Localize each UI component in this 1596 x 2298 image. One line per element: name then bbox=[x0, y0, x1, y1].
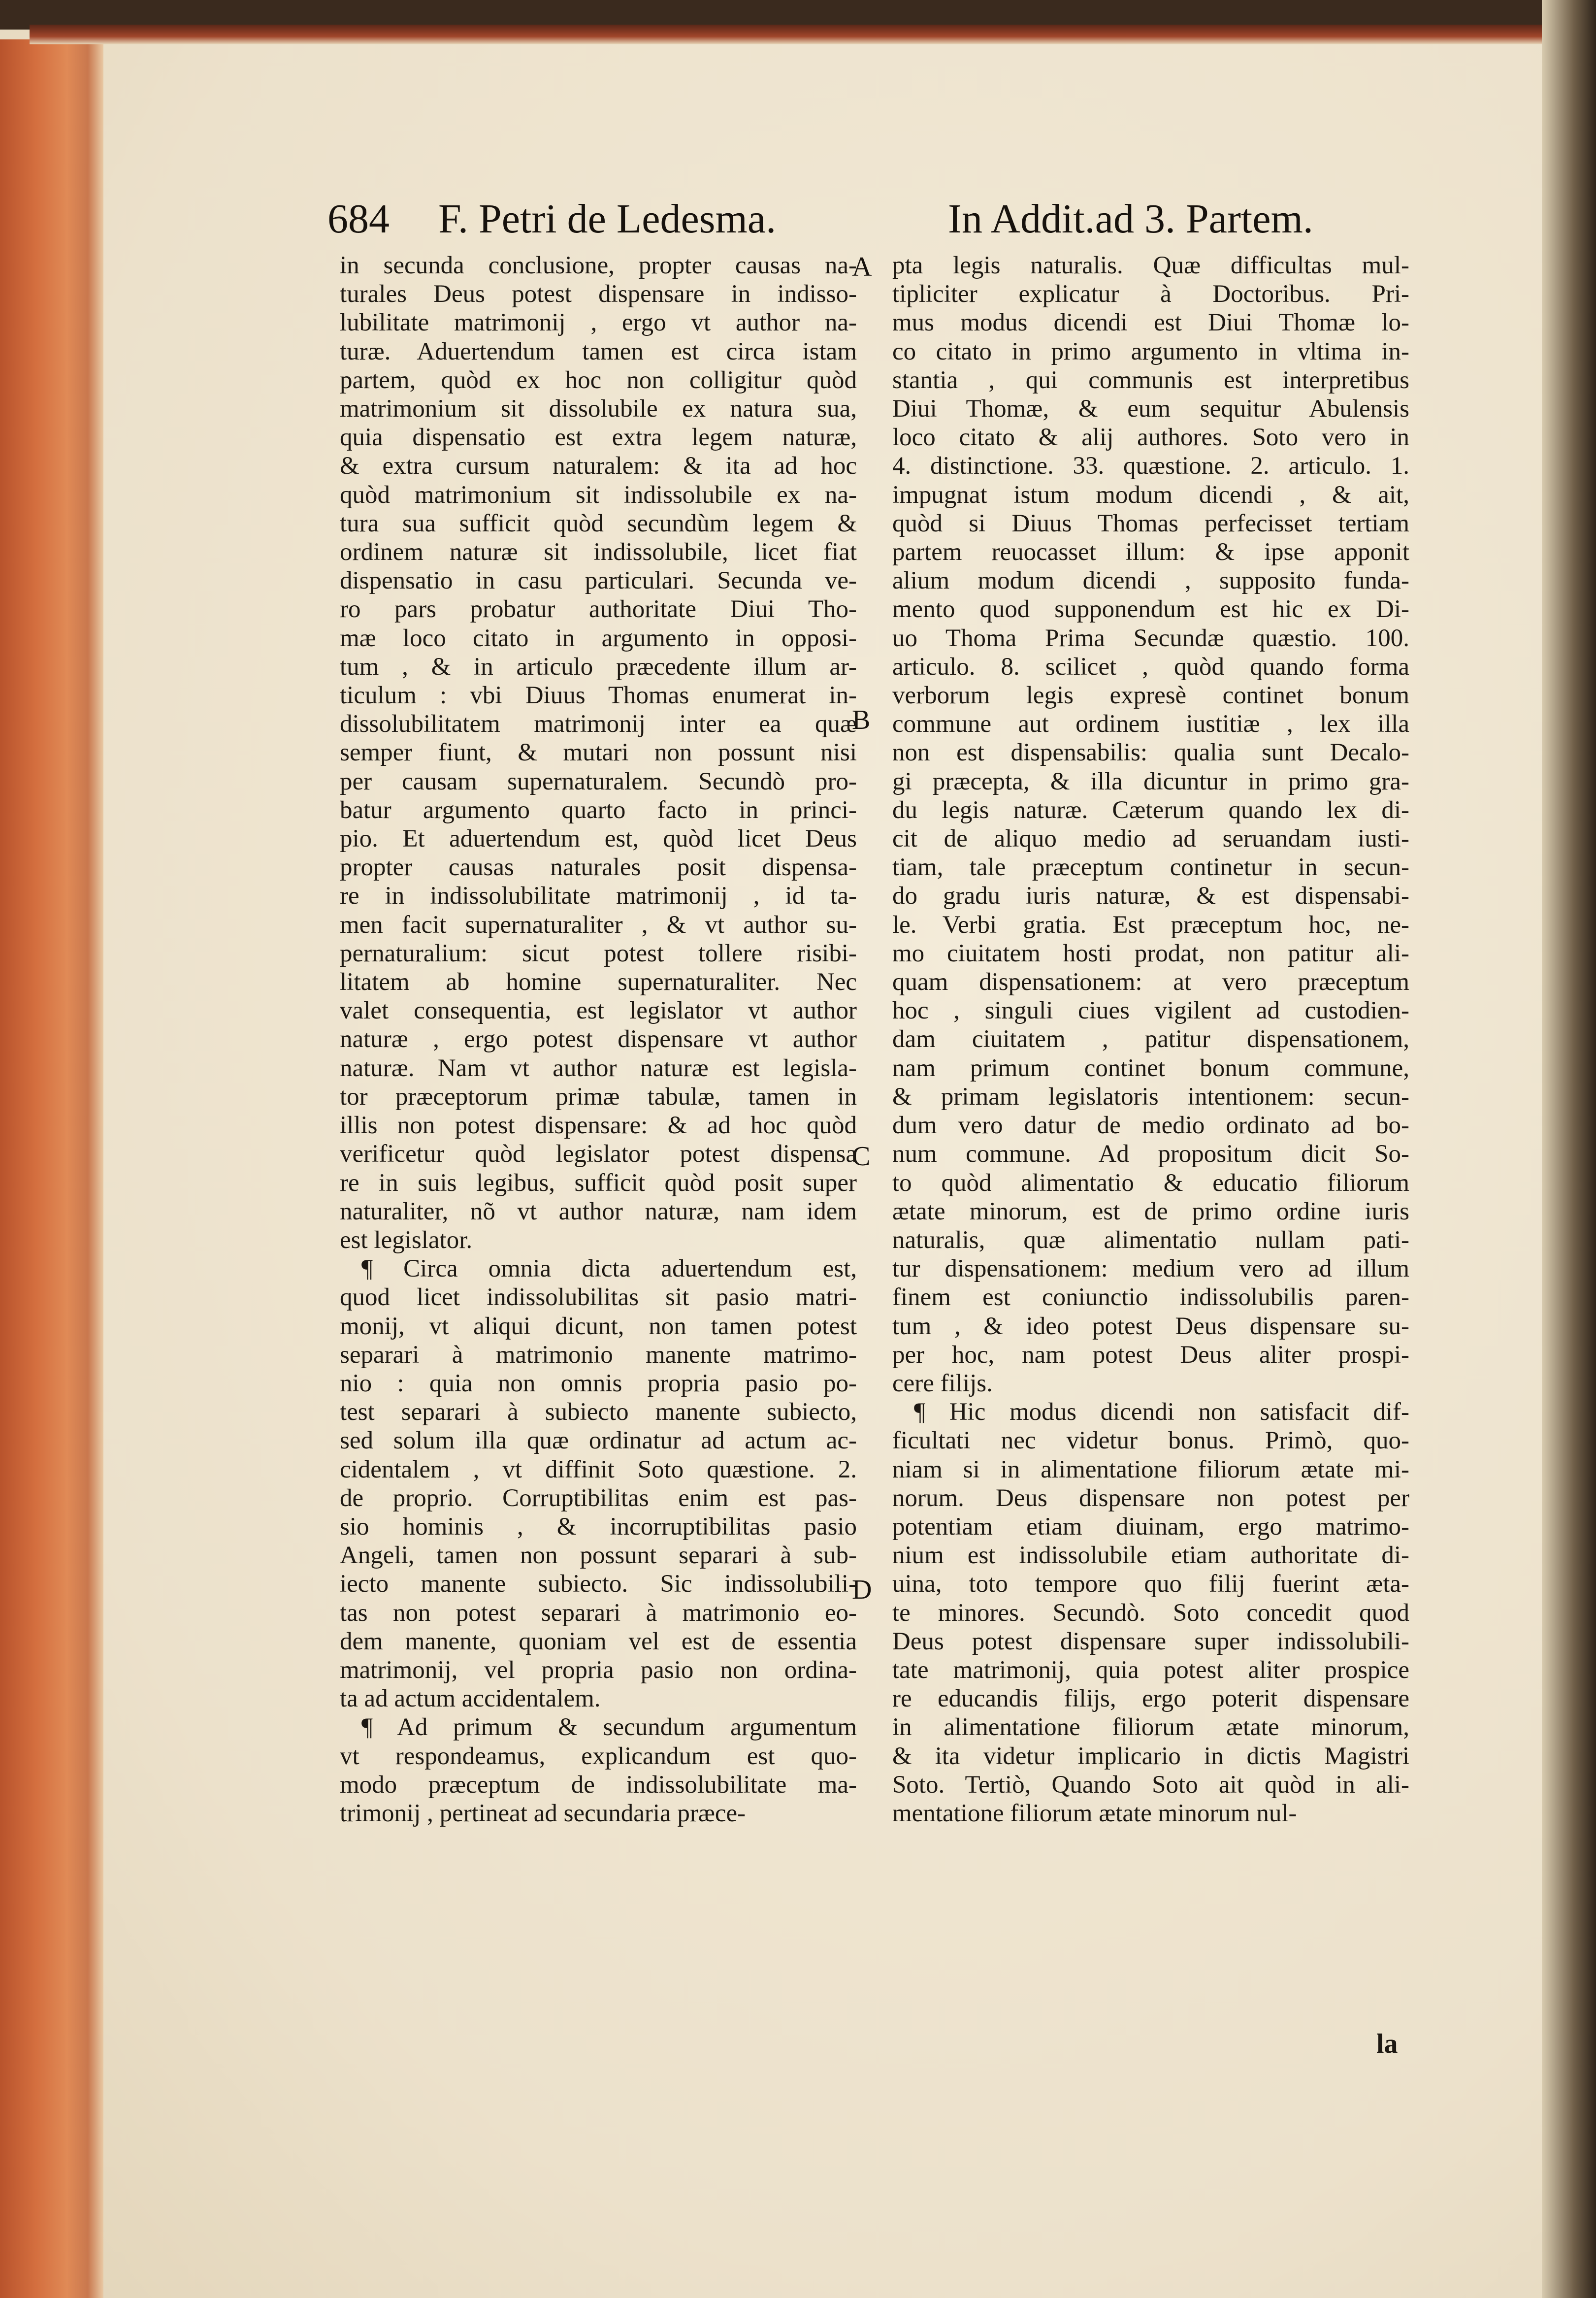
text-line: & extra cursum naturalem: & ita ad hoc bbox=[340, 452, 857, 480]
text-line: loco citato & alij authores. Soto vero in bbox=[892, 424, 1409, 452]
margin-letter-b: B bbox=[852, 705, 871, 735]
text-line: sio hominis , & incorruptibilitas pasio bbox=[340, 1512, 857, 1541]
text-line: impugnat istum modum dicendi , & ait, bbox=[892, 481, 1409, 509]
text-line: tura sua sufficit quòd secundùm legem & bbox=[340, 509, 857, 537]
text-line: nium est indissolubile etiam authoritate di- bbox=[892, 1542, 1409, 1570]
text-line: verificetur quòd legislator potest dispensa bbox=[340, 1140, 857, 1168]
text-line: litatem ab homine supernaturaliter. Nec bbox=[340, 968, 857, 996]
text-line: propter causas naturales posit dispensa- bbox=[340, 854, 857, 882]
text-line: per hoc, nam potest Deus aliter prospi- bbox=[892, 1341, 1409, 1369]
text-line: partem reuocasset illum: & ipse apponit bbox=[892, 538, 1409, 566]
text-line: ro pars probatur authoritate Diui Tho- bbox=[340, 595, 857, 624]
text-line: mentatione filiorum ætate minorum nul- bbox=[892, 1799, 1297, 1827]
text-line: do gradu iuris naturæ, & est dispensabi- bbox=[892, 882, 1409, 910]
text-line: to quòd alimentatio & educatio filiorum bbox=[892, 1169, 1409, 1197]
text-line: co citato in primo argumento in vltima in- bbox=[892, 337, 1409, 365]
text-line: stantia , qui communis est interpretibus bbox=[892, 366, 1409, 394]
text-line: cidentalem , vt diffinit Soto quæstione. 2. bbox=[340, 1455, 857, 1483]
text-line: Deus potest dispensare super indissolubili- bbox=[892, 1627, 1409, 1655]
text-column-right bbox=[892, 251, 1409, 1828]
text-line: gi præcepta, & illa dicuntur in primo gra- bbox=[892, 767, 1409, 795]
text-line: cit de aliquo medio ad seruandam iusti- bbox=[892, 825, 1409, 853]
text-line: tum , & ideo potest Deus dispensare su- bbox=[892, 1312, 1409, 1340]
text-line: uo Thoma Prima Secundæ quæstio. 100. bbox=[892, 624, 1409, 652]
text-line: ta ad actum accidentalem. bbox=[340, 1685, 601, 1713]
page-edge-top bbox=[30, 25, 1596, 44]
text-line: partem, quòd ex hoc non colligitur quòd bbox=[340, 366, 857, 394]
text-line: in alimentatione filiorum ætate minorum, bbox=[892, 1713, 1409, 1741]
text-line: ticulum : vbi Diuus Thomas enumerat in- bbox=[340, 682, 857, 710]
text-line: turales Deus potest dispensare in indisso- bbox=[340, 280, 857, 308]
text-line: pio. Et aduertendum est, quòd licet Deus bbox=[340, 825, 857, 853]
text-line: tiam, tale præceptum continetur in secun- bbox=[892, 854, 1409, 882]
text-line: naturalis, quæ alimentatio nullam pati- bbox=[892, 1226, 1409, 1254]
text-line: pta legis naturalis. Quæ difficultas mul- bbox=[892, 252, 1409, 279]
text-line: in secunda conclusione, propter causas na- bbox=[340, 252, 857, 279]
text-line: monij, vt aliqui dicunt, non tamen potest bbox=[340, 1312, 857, 1340]
text-line: ¶ Circa omnia dicta aduertendum est, bbox=[361, 1255, 857, 1283]
text-line: ordinem naturæ sit indissolubile, licet fiat bbox=[340, 538, 857, 566]
text-line: re in indissolubilitate matrimonij , id ta- bbox=[340, 882, 857, 910]
text-line: sed solum illa quæ ordinatur ad actum ac- bbox=[340, 1427, 857, 1455]
text-line: semper fiunt, & mutari non possunt nisi bbox=[340, 739, 857, 767]
text-line: articulo. 8. scilicet , quòd quando forma bbox=[892, 653, 1409, 681]
text-line: iecto manente subiecto. Sic indissolubili- bbox=[340, 1570, 857, 1598]
running-head-section: In Addit.ad 3. Partem. bbox=[948, 196, 1313, 242]
text-line: dam ciuitatem , patitur dispensationem, bbox=[892, 1025, 1409, 1053]
text-line: separari à matrimonio manente matrimo- bbox=[340, 1341, 857, 1369]
text-line: verborum legis expresè continet bonum bbox=[892, 682, 1409, 710]
text-line: ficultati nec videtur bonus. Primò, quo- bbox=[892, 1427, 1409, 1455]
text-line: per causam supernaturalem. Secundò pro- bbox=[340, 767, 857, 795]
text-line: mo ciuitatem hosti prodat, non patitur ali- bbox=[892, 939, 1409, 967]
text-line: matrimonij, vel propria pasio non ordina- bbox=[340, 1656, 857, 1684]
text-line: du legis naturæ. Cæterum quando lex di- bbox=[892, 796, 1409, 824]
text-line: test separari à subiecto manente subiecto, bbox=[340, 1398, 857, 1426]
text-line: quod licet indissolubilitas sit pasio matri- bbox=[340, 1283, 857, 1312]
text-line: de proprio. Corruptibilitas enim est pas- bbox=[340, 1484, 857, 1512]
text-line: Diui Thomæ, & eum sequitur Abulensis bbox=[892, 395, 1409, 423]
text-line: nam primum continet bonum commune, bbox=[892, 1054, 1409, 1082]
text-line: lubilitate matrimonij , ergo vt author na- bbox=[340, 309, 857, 337]
text-line: finem est coniunctio indissolubilis paren- bbox=[892, 1283, 1409, 1312]
text-line: dum vero datur de medio ordinato ad bo- bbox=[892, 1112, 1409, 1140]
text-line: tor præceptorum primæ tabulæ, tamen in bbox=[340, 1083, 857, 1111]
margin-letter-a: A bbox=[852, 252, 872, 282]
text-line: re educandis filijs, ergo poterit dispensare bbox=[892, 1685, 1409, 1713]
text-line: mus modus dicendi est Diui Thomæ lo- bbox=[892, 309, 1409, 337]
catchword: la bbox=[1376, 2029, 1398, 2059]
text-line: quia dispensatio est extra legem naturæ, bbox=[340, 424, 857, 452]
margin-letter-d: D bbox=[852, 1575, 872, 1605]
text-line: naturaliter, nõ vt author naturæ, nam idem bbox=[340, 1197, 857, 1225]
text-line: commune aut ordinem iustitiæ , lex illa bbox=[892, 710, 1409, 738]
text-line: naturæ , ergo potest dispensare vt author bbox=[340, 1025, 857, 1053]
text-line: ¶ Hic modus dicendi non satisfacit dif- bbox=[914, 1398, 1409, 1426]
text-line: num commune. Ad propositum dicit So- bbox=[892, 1140, 1409, 1168]
text-line: potentiam etiam diuinam, ergo matrimo- bbox=[892, 1512, 1409, 1541]
text-line: Angeli, tamen non possunt separari à sub- bbox=[340, 1542, 857, 1570]
text-column-left bbox=[340, 251, 857, 1828]
text-line: tum , & in articulo præcedente illum ar- bbox=[340, 653, 857, 681]
text-line: ¶ Ad primum & secundum argumentum bbox=[361, 1713, 857, 1741]
text-line: est legislator. bbox=[340, 1226, 473, 1254]
text-line: quam dispensationem: at vero præceptum bbox=[892, 968, 1409, 996]
text-line: trimonij , pertineat ad secundaria præce- bbox=[340, 1799, 746, 1827]
text-line: naturæ. Nam vt author naturæ est legisla- bbox=[340, 1054, 857, 1082]
text-line: pernaturalium: sicut potest tollere risibi- bbox=[340, 939, 857, 967]
text-line: men facit supernaturaliter , & vt author su- bbox=[340, 911, 857, 939]
text-line: illis non potest dispensare: & ad hoc quòd bbox=[340, 1112, 857, 1140]
page-number: 684 bbox=[327, 196, 390, 242]
margin-letter-c: C bbox=[852, 1141, 871, 1172]
text-line: matrimonium sit dissolubile ex natura sua, bbox=[340, 395, 857, 423]
text-line: quòd si Diuus Thomas perfecisset tertiam bbox=[892, 509, 1409, 537]
text-line: tate matrimonij, quia potest aliter prospice bbox=[892, 1656, 1409, 1684]
text-line: re in suis legibus, sufficit quòd posit super bbox=[340, 1169, 857, 1197]
text-line: dem manente, quoniam vel est de essentia bbox=[340, 1627, 857, 1655]
text-line: mæ loco citato in argumento in opposi- bbox=[340, 624, 857, 652]
text-line: niam si in alimentatione filiorum ætate mi- bbox=[892, 1455, 1409, 1483]
text-line: vt respondeamus, explicandum est quo- bbox=[340, 1742, 857, 1770]
text-line: dissolubilitatem matrimonij inter ea quæ bbox=[340, 710, 857, 738]
text-line: le. Verbi gratia. Est præceptum hoc, ne- bbox=[892, 911, 1409, 939]
text-line: Soto. Tertiò, Quando Soto ait quòd in ali- bbox=[892, 1771, 1409, 1799]
text-line: turæ. Aduertendum tamen est circa istam bbox=[340, 337, 857, 365]
text-line: hoc , singuli ciues vigilent ad custodien- bbox=[892, 997, 1409, 1025]
text-line: uina, toto tempore quo filij fuerint æta- bbox=[892, 1570, 1409, 1598]
text-line: nio : quia non omnis propria pasio po- bbox=[340, 1369, 857, 1397]
text-line: quòd matrimonium sit indissolubile ex na- bbox=[340, 481, 857, 509]
text-line: & ita videtur implicario in dictis Magistri bbox=[892, 1742, 1409, 1770]
text-line: cere filijs. bbox=[892, 1369, 993, 1397]
page-edge-gilded bbox=[0, 39, 103, 2298]
text-line: tas non potest separari à matrimonio eo- bbox=[340, 1599, 857, 1627]
text-line: mento quod supponendum est hic ex Di- bbox=[892, 595, 1409, 624]
text-line: non est dispensabilis: qualia sunt Decalo- bbox=[892, 739, 1409, 767]
book-gutter bbox=[1542, 0, 1596, 2298]
text-line: tipliciter explicatur à Doctoribus. Pri- bbox=[892, 280, 1409, 308]
text-line: modo præceptum de indissolubilitate ma- bbox=[340, 1771, 857, 1799]
text-line: batur argumento quarto facto in princi- bbox=[340, 796, 857, 824]
text-line: dispensatio in casu particulari. Secunda ve- bbox=[340, 567, 857, 595]
text-line: alium modum dicendi , supposito funda- bbox=[892, 567, 1409, 595]
text-line: 4. distinctione. 33. quæstione. 2. articulo. 1. bbox=[892, 452, 1409, 480]
text-line: tur dispensationem: medium vero ad illum bbox=[892, 1255, 1409, 1283]
text-line: & primam legislatoris intentionem: secun- bbox=[892, 1083, 1409, 1111]
running-head-author: F. Petri de Ledesma. bbox=[438, 196, 777, 242]
text-line: norum. Deus dispensare non potest per bbox=[892, 1484, 1409, 1512]
text-line: te minores. Secundò. Soto concedit quod bbox=[892, 1599, 1409, 1627]
text-line: ætate minorum, est de primo ordine iuris bbox=[892, 1197, 1409, 1225]
text-line: valet consequentia, est legislator vt author bbox=[340, 997, 857, 1025]
